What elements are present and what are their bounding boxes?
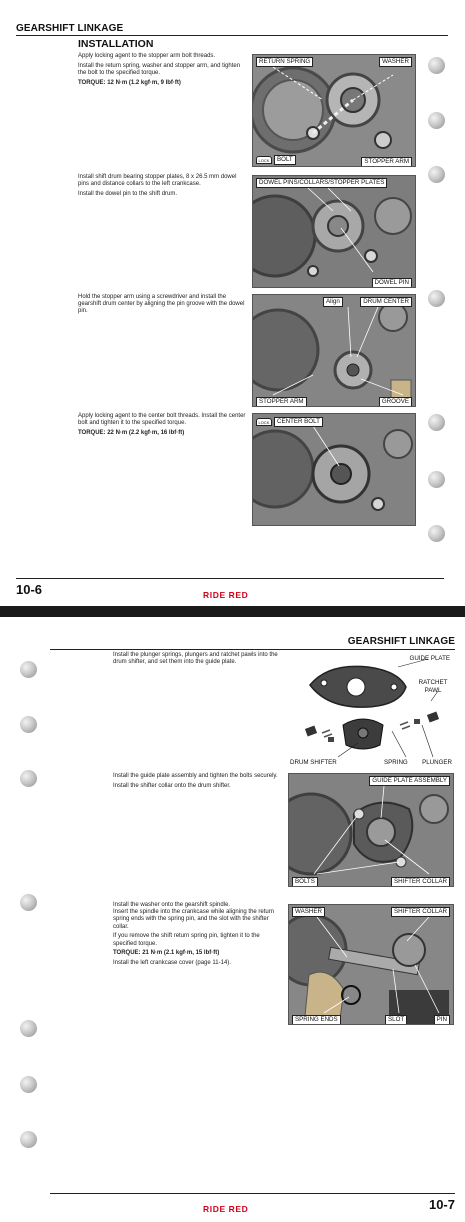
- label-shifter-collar-2: SHIFTER COLLAR: [391, 907, 450, 917]
- photo-drum-center: [252, 294, 416, 407]
- lock-symbol: [256, 155, 296, 165]
- step1-torque: TORQUE: 12 N·m (1.2 kgf·m, 9 lbf·ft): [78, 79, 181, 86]
- step1-para1: Apply locking agent to the stopper arm bolt threads.: [78, 53, 216, 59]
- binder-hole-icon: [428, 57, 445, 74]
- lock-icon: LOCK: [256, 418, 272, 426]
- label-stopper-arm-3: STOPPER ARM: [256, 397, 307, 407]
- label-bolt: BOLT: [274, 155, 296, 165]
- brand-watermark: RIDE RED: [203, 590, 249, 600]
- photo-dowel-pins: [252, 175, 416, 288]
- step-a-text: [113, 652, 283, 669]
- step-a-para1: Install the plunger springs, plungers and ratchet pawls into the drum shifter, and set them into the guide plate.: [113, 652, 278, 666]
- step1-text: [78, 53, 248, 89]
- label-shifter-collar: SHIFTER COLLAR: [391, 877, 450, 887]
- step2-para1: Install shift drum bearing stopper plates, 8 x 26.5 mm dowel pins and distance collars to the left crankcase.: [78, 174, 237, 188]
- photo-center-bolt: [252, 413, 416, 526]
- photo-gearshift-spindle: [288, 904, 454, 1025]
- binder-hole-icon: [428, 471, 445, 488]
- photo-guide-plate-assembly: [288, 773, 454, 887]
- photo-dowel-pins-image: [253, 176, 416, 288]
- step-c-after: Install the left crankcase cover (page 11-14).: [113, 959, 231, 966]
- label-guide-plate: GUIDE PLATE: [409, 655, 450, 662]
- page-number: 10-7: [428, 1197, 455, 1212]
- step1-para2: Install the return spring, washer and stopper arm, and tighten the bolt to the specified torque.: [78, 62, 241, 76]
- photo-stopper-arm-image: [253, 55, 416, 167]
- page-separator: [0, 606, 465, 617]
- section-title: GEARSHIFT LINKAGE: [347, 636, 455, 647]
- binder-hole-icon: [20, 1131, 37, 1148]
- step3-para1: Hold the stopper arm using a screwdriver and install the gearshift drum center by aligning the pin groove with the dowel pin.: [78, 294, 245, 315]
- lock-symbol-2: [256, 417, 323, 427]
- diagram-drum-shifter-assembly: [288, 653, 454, 769]
- label-dowel-pin: DOWEL PIN: [372, 278, 413, 288]
- step4-torque: TORQUE: 22 N·m (2.2 kgf·m, 16 lbf·ft): [78, 429, 185, 436]
- label-pin: PIN: [434, 1015, 450, 1025]
- label-bolts: BOLTS: [292, 877, 318, 887]
- binder-hole-icon: [20, 770, 37, 787]
- label-washer: WASHER: [379, 57, 412, 67]
- binder-hole-icon: [20, 716, 37, 733]
- step-b-para2: Install the shifter collar onto the drum shifter.: [113, 782, 231, 789]
- page-number: 10-6: [16, 582, 43, 597]
- binder-hole-icon: [428, 414, 445, 431]
- step-b-text: [113, 773, 283, 792]
- footer-rule: [50, 1193, 455, 1194]
- label-washer-2: WASHER: [292, 907, 325, 917]
- binder-hole-icon: [20, 1020, 37, 1037]
- photo-gearshift-spindle-image: [289, 905, 454, 1025]
- label-groove: GROOVE: [379, 397, 412, 407]
- label-center-bolt: CENTER BOLT: [274, 417, 323, 427]
- header-rule: [50, 649, 455, 650]
- label-drum-shifter: DRUM SHIFTER: [290, 759, 337, 766]
- photo-center-bolt-image: [253, 414, 416, 526]
- manual-page-10-6: [0, 0, 465, 606]
- header-rule: [16, 35, 448, 36]
- lock-icon: LOCK: [256, 156, 272, 164]
- step-c-para2: Insert the spindle into the crankcase while aligning the return spring ends with the spring pin, and the slot with the shifter collar.: [113, 909, 275, 930]
- manual-page-10-7: [0, 617, 465, 1222]
- step-c-text: [113, 902, 285, 970]
- label-return-spring: RETURN SPRING: [256, 57, 313, 67]
- label-align: Align: [323, 297, 343, 307]
- photo-drum-center-image: [253, 295, 416, 407]
- binder-hole-icon: [20, 894, 37, 911]
- step-c-para3: If you remove the shift return spring pin, tighten it to the specified torque.: [113, 933, 260, 947]
- step-b-para1: Install the guide plate assembly and tighten the bolts securely.: [113, 773, 278, 779]
- label-drum-center: DRUM CENTER: [360, 297, 412, 307]
- label-ratchet-pawl: RATCHET PAWL: [418, 679, 448, 694]
- step2-para2: Install the dowel pin to the shift drum.: [78, 190, 178, 197]
- subsection-title: INSTALLATION: [78, 38, 154, 50]
- binder-hole-icon: [428, 166, 445, 183]
- binder-hole-icon: [20, 661, 37, 678]
- label-spring-ends: SPRING ENDS: [292, 1015, 341, 1025]
- brand-watermark: RIDE RED: [203, 1204, 249, 1214]
- binder-hole-icon: [20, 1076, 37, 1093]
- step-c-para1: Install the washer onto the gearshift spindle.: [113, 902, 231, 908]
- label-dowel-pins-collars-stopper-plates: DOWEL PINS/COLLARS/STOPPER PLATES: [256, 178, 387, 188]
- diagram-drum-shifter-image: [288, 653, 454, 769]
- label-guide-plate-assembly: GUIDE PLATE ASSEMBLY: [369, 776, 450, 786]
- section-title: GEARSHIFT LINKAGE: [16, 23, 124, 34]
- binder-hole-icon: [428, 290, 445, 307]
- step4-para1: Apply locking agent to the center bolt threads. Install the center bolt and tighten it to the specified torque.: [78, 413, 246, 427]
- step2-text: [78, 174, 248, 201]
- label-stopper-arm: STOPPER ARM: [361, 157, 412, 167]
- footer-rule: [16, 578, 444, 579]
- step3-text: [78, 294, 248, 318]
- label-slot: SLOT: [385, 1015, 407, 1025]
- step4-text: [78, 413, 248, 440]
- binder-hole-icon: [428, 112, 445, 129]
- photo-stopper-arm: [252, 54, 416, 167]
- binder-hole-icon: [428, 525, 445, 542]
- label-spring: SPRING: [384, 759, 408, 766]
- photo-guide-plate-image: [289, 774, 454, 887]
- step-c-torque: TORQUE: 21 N·m (2.1 kgf·m, 15 lbf·ft): [113, 950, 220, 957]
- label-plunger: PLUNGER: [422, 759, 452, 766]
